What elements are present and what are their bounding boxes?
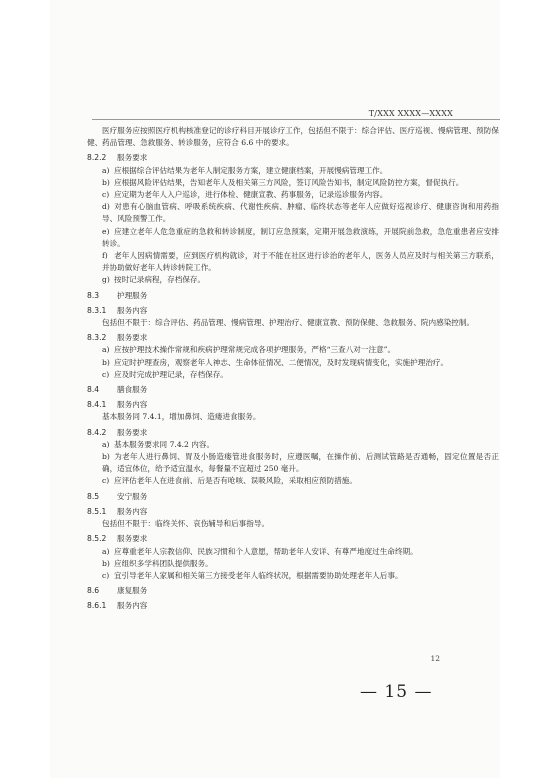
list-item (87, 250, 499, 274)
list-item (87, 344, 499, 356)
section-number: 8.4.2 (87, 427, 107, 437)
list-marker: c) (102, 570, 110, 580)
section-number: 8.3 (87, 290, 100, 300)
page-number: 12 (430, 654, 440, 663)
section-title: 安宁服务 (117, 491, 148, 501)
section-number: 8.2.2 (87, 153, 107, 163)
list-item (87, 558, 499, 570)
list-item-text: 宜引导老年人家属和相关第三方接受老年人临终状况，根据需要协助处理老年人后事。 (114, 570, 403, 580)
section-title: 服务内容 (117, 601, 148, 611)
list-item (87, 274, 499, 286)
section-title: 膳食服务 (117, 385, 148, 395)
list-marker: c) (102, 476, 110, 486)
section-heading (87, 152, 499, 164)
list-item-text: 按时记录病程，存档保存。 (114, 275, 206, 285)
section-number: 8.5 (87, 491, 100, 501)
section-title: 服务要求 (117, 333, 148, 343)
list-item (87, 546, 499, 558)
print-page-number: — 15 — (360, 682, 433, 702)
list-item (87, 201, 499, 225)
document-code: T/XXX XXXX—XXXX (368, 109, 453, 118)
section-number: 8.5.1 (87, 506, 107, 516)
list-item (87, 226, 499, 250)
list-marker: b) (102, 452, 110, 462)
list-marker: b) (102, 177, 110, 187)
list-item-text: 应根据综合评估结果为老年人制定服务方案，建立健康档案，开展慢病管理工作。 (114, 165, 388, 175)
section-title: 护理服务 (117, 290, 148, 300)
list-item (87, 570, 499, 582)
document-page (50, 0, 500, 778)
paragraph: 包括但不限于：综合评估、药品管理、慢病管理、护理治疗、健康宣教、预防保健、急救服务、院内感染控制。 (102, 318, 475, 328)
list-item (87, 369, 499, 381)
paragraph: 基本服务同 7.4.1，增加鼻饲、造瘘进食服务。 (102, 412, 261, 422)
list-item (87, 451, 499, 475)
section-heading (87, 399, 499, 411)
section-heading (87, 290, 499, 302)
section-title: 服务内容 (117, 400, 148, 410)
list-marker: c) (102, 369, 110, 379)
section-number: 8.4.1 (87, 400, 107, 410)
list-item-text: 应及时完成护理记录，存档保存。 (114, 369, 228, 379)
list-marker: b) (102, 357, 110, 367)
section-heading (87, 305, 499, 317)
list-item (87, 439, 499, 451)
section-title: 康复服务 (117, 586, 148, 596)
list-item (87, 475, 499, 487)
paragraph: 医疗服务应按照医疗机构核准登记的诊疗科目开展诊疗工作，包括但不限于：综合评估、医疗巡视、慢病管理、预防保健、药品管理、急救服务、转诊服务，应符合 6.6 中的要求。 (87, 126, 499, 148)
list-item-text: 应尊重老年人宗教信仰、民族习惯和个人意愿，帮助老年人安详、有尊严地度过生命终期。 (114, 546, 418, 556)
section-number: 8.4 (87, 385, 100, 395)
section-number: 8.6.1 (87, 601, 107, 611)
section-number: 8.5.2 (87, 534, 107, 544)
section-heading (87, 332, 499, 344)
section-heading (87, 427, 499, 439)
list-marker: a) (102, 165, 110, 175)
section-number: 8.3.2 (87, 333, 107, 343)
list-item-text: 应建立老年人危急重症的急救和转诊制度，制订应急预案，定期开展急救演练，开展院前急救，急危重患者应安排转诊。 (102, 226, 499, 248)
list-marker: f) (102, 251, 108, 261)
list-marker: g) (102, 275, 110, 285)
list-item-text: 应根据风险评估结果，告知老年人及相关第三方风险，签订风险告知书，制定风险防控方案，督促执行。 (114, 177, 464, 187)
section-heading (87, 585, 499, 597)
list-marker: e) (102, 226, 110, 236)
list-item (87, 177, 499, 189)
list-item-text: 应评估老年人在进食前、后是否有呛咳、误吸风险，采取相应预防措施。 (114, 476, 357, 486)
section-title: 服务要求 (117, 153, 148, 163)
list-marker: b) (102, 558, 110, 568)
list-marker: a) (102, 345, 110, 355)
section-title: 服务要求 (117, 534, 148, 544)
list-marker: a) (102, 546, 110, 556)
section-heading (87, 384, 499, 396)
section-heading (87, 533, 499, 545)
list-item-text: 应按护理技术操作常规和疾病护理常规完成各项护理服务，严格“三查八对一注意”。 (114, 345, 396, 355)
list-item (87, 357, 499, 369)
list-item (87, 189, 499, 201)
section-heading (87, 506, 499, 518)
list-item-text: 老年人因病情需要，应到医疗机构就诊，对于不能在社区进行诊治的老年人，医务人员应及时与相关第三方联系，并协助做好老年人转诊转院工作。 (102, 251, 499, 273)
list-item (87, 165, 499, 177)
list-marker: d) (102, 202, 110, 212)
section-number: 8.3.1 (87, 305, 107, 315)
section-title: 服务内容 (117, 506, 148, 516)
document-body (87, 125, 499, 613)
section-title: 服务内容 (117, 305, 148, 315)
section-heading (87, 600, 499, 612)
section-heading (87, 491, 499, 503)
paragraph: 包括但不限于：临终关怀、哀伤辅导和后事指导。 (102, 519, 270, 529)
list-item-text: 对患有心脑血管病、呼吸系统疾病、代谢性疾病、肿瘤、临终状态等老年人应做好巡视诊疗、健康咨询和用药指导、风险预警工作。 (102, 202, 499, 224)
header-rule (92, 119, 500, 120)
list-item-text: 为老年人进行鼻饲、胃及小肠造瘘管进食服务时，应遵医嘱，在操作前、后测试管路是否通畅，固定位置是否正确，适宜体位，给予适宜温水，每餐量不宜超过 250 毫升。 (102, 452, 499, 474)
list-item-text: 基本服务要求同 7.4.2 内容。 (114, 439, 215, 449)
section-title: 服务要求 (117, 427, 148, 437)
list-item-text: 应定期为老年人入户巡诊，进行体检、健康宣教、药事服务，记录巡诊服务内容。 (114, 190, 388, 200)
list-marker: a) (102, 439, 110, 449)
list-item-text: 应组织多学科团队提供服务。 (114, 558, 213, 568)
section-number: 8.6 (87, 586, 100, 596)
list-marker: c) (102, 190, 110, 200)
list-item-text: 应定时护理查房，观察老年人神志、生命体征情况、二便情况，及时发现病情变化，实施护理治疗。 (114, 357, 449, 367)
